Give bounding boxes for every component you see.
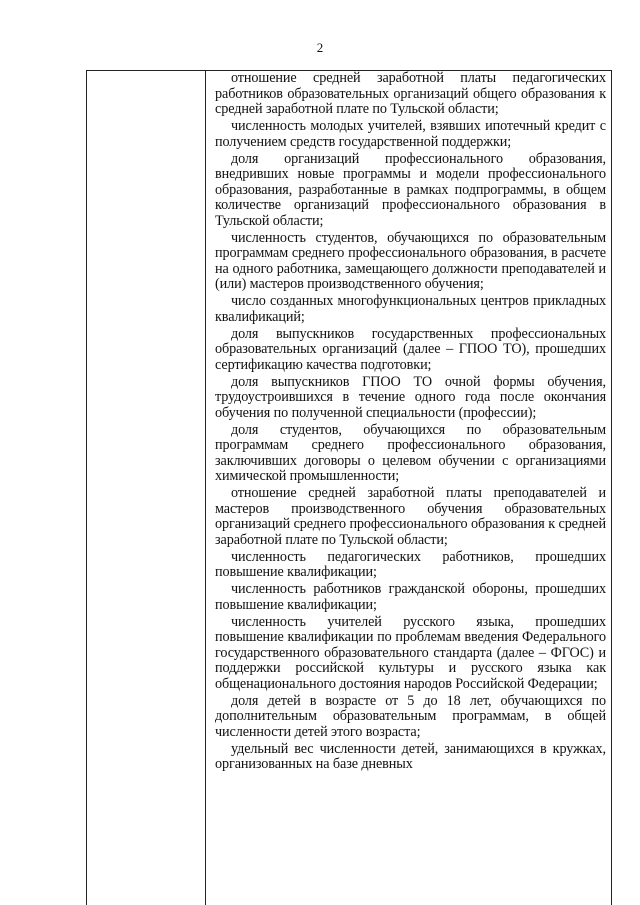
indicator-paragraph: численность студентов, обучающихся по образовательным программам среднего профессионального образования, в расчете на одного работника, замещающего должности преподавателей и (или) мастеров производственного обучения; [215,229,606,292]
indicator-paragraph: доля организаций профессионального образования, внедривших новые программы и модели профессионального образования, разработанные в рамках подпрограммы, в общем количестве организаций профессионального образования в Тульской области; [215,150,606,229]
indicator-paragraph: доля выпускников ГПОО ТО очной формы обучения, трудоустроившихся в течение одного года после окончания обучения по полученной специальности (профессии); [215,373,606,421]
page-number: 2 [316,40,324,55]
indicator-paragraph: доля студентов, обучающихся по образовательным программам среднего профессионального образования, заключивших договоры о целевом обучении с организациями химической промышленности; [215,421,606,484]
indicator-paragraph: численность молодых учителей, взявших ипотечный кредит с получением средств государственной поддержки; [215,118,606,150]
indicator-paragraph: доля детей в возрасте от 5 до 18 лет, обучающихся по дополнительным образовательным программам, в общей численности детей этого возраста; [215,692,606,740]
indicator-paragraph: удельный вес численности детей, занимающихся в кружках, организованных на базе дневных [215,740,606,772]
indicator-paragraph: численность педагогических работников, прошедших повышение квалификации; [215,548,606,580]
indicator-paragraph: численность учителей русского языка, прошедших повышение квалификации по проблемам введения Федерального государственного образовательного стандарта (далее – ФГОС) и поддержки российской культуры и русского языка как общенационального достояния народов Российской Федерации; [215,613,606,692]
table-left-column [87,71,206,905]
table-right-column [215,71,606,774]
indicator-paragraph: численность работников гражданской обороны, прошедших повышение квалификации; [215,581,606,613]
indicator-paragraph: число созданных многофункциональных центров прикладных квалификаций; [215,293,606,325]
indicator-paragraph: доля выпускников государственных профессиональных образовательных организаций (далее – ГПОО ТО), прошедших сертификацию качества подготовки; [215,325,606,373]
indicator-paragraph: отношение средней заработной платы педагогических работников образовательных организаций общего образования к средней заработной плате по Тульской области; [215,70,606,117]
document-table [86,70,612,905]
indicator-paragraph: отношение средней заработной платы преподавателей и мастеров производственного обучения образовательных организаций среднего профессионального образования к средней заработной плате по Тульской области; [215,485,606,548]
